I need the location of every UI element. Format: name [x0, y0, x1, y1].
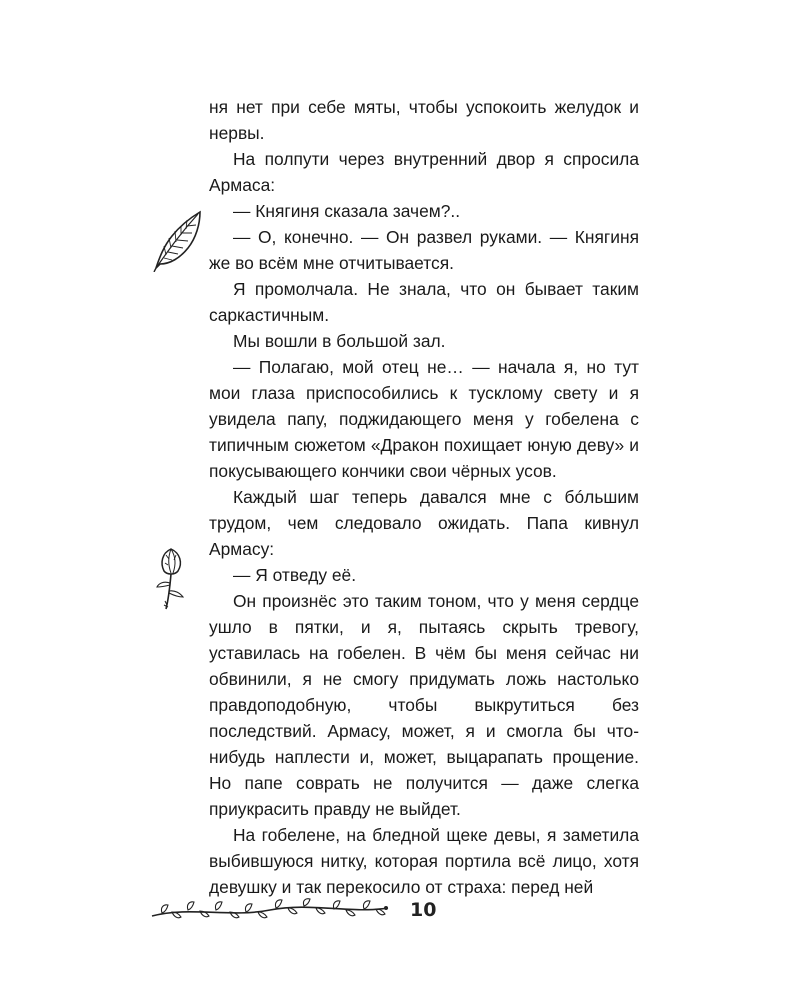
paragraph-11: На гобелене, на бледной щеке девы, я заметила выбившуюся нитку, которая портила всё лицо, хотя девушку и так перекосило от страха: перед ней	[209, 825, 639, 897]
paragraph-8: Каждый шаг теперь давался мне с бóльшим трудом, чем следовало ожидать. Папа кивнул Армасу:	[209, 487, 639, 559]
paragraph-1: ня нет при себе мяты, чтобы успокоить желудок и нервы.	[209, 97, 639, 143]
vine-divider-icon	[150, 898, 390, 924]
paragraph-2: На полпути через внутренний двор я спросила Армаса:	[209, 149, 639, 195]
paragraph-3: — Княгиня сказала зачем?..	[233, 201, 461, 221]
flower-bud-sketch-icon	[154, 545, 188, 611]
body-text	[209, 94, 639, 900]
paragraph-9: — Я отведу её.	[233, 565, 357, 585]
paragraph-10: Он произнёс это таким тоном, что у меня сердце ушло в пятки, и я, пытаясь скрыть тревогу, уставилась на гобелен. В чём бы меня сейчас ни обвинили, я не смогу придумать ложь настолько правдоподобную, чтобы выкрутиться без последствий. Армасу, может, я и смогла бы что-нибудь наплести и, может, выцарапать прощение. Но папе соврать не получится — даже слегка приукрасить правду не выйдет.	[209, 591, 639, 819]
paragraph-4: — О, конечно. — Он развел руками. — Княгиня же во всём мне отчитывается.	[209, 227, 639, 273]
paragraph-6: Мы вошли в большой зал.	[233, 331, 446, 351]
leaf-sketch-icon	[150, 208, 204, 272]
paragraph-5: Я промолчала. Не знала, что он бывает таким саркастичным.	[209, 279, 639, 325]
paragraph-7: — Полагаю, мой отец не… — начала я, но тут мои глаза приспособились к тусклому свету и я увидела папу, поджидающего меня у гобелена с типичным сюжетом «Дракон похищает юную деву» и покусывающего кончики свои чёрных усов.	[209, 357, 639, 481]
page-number: 10	[410, 899, 437, 921]
